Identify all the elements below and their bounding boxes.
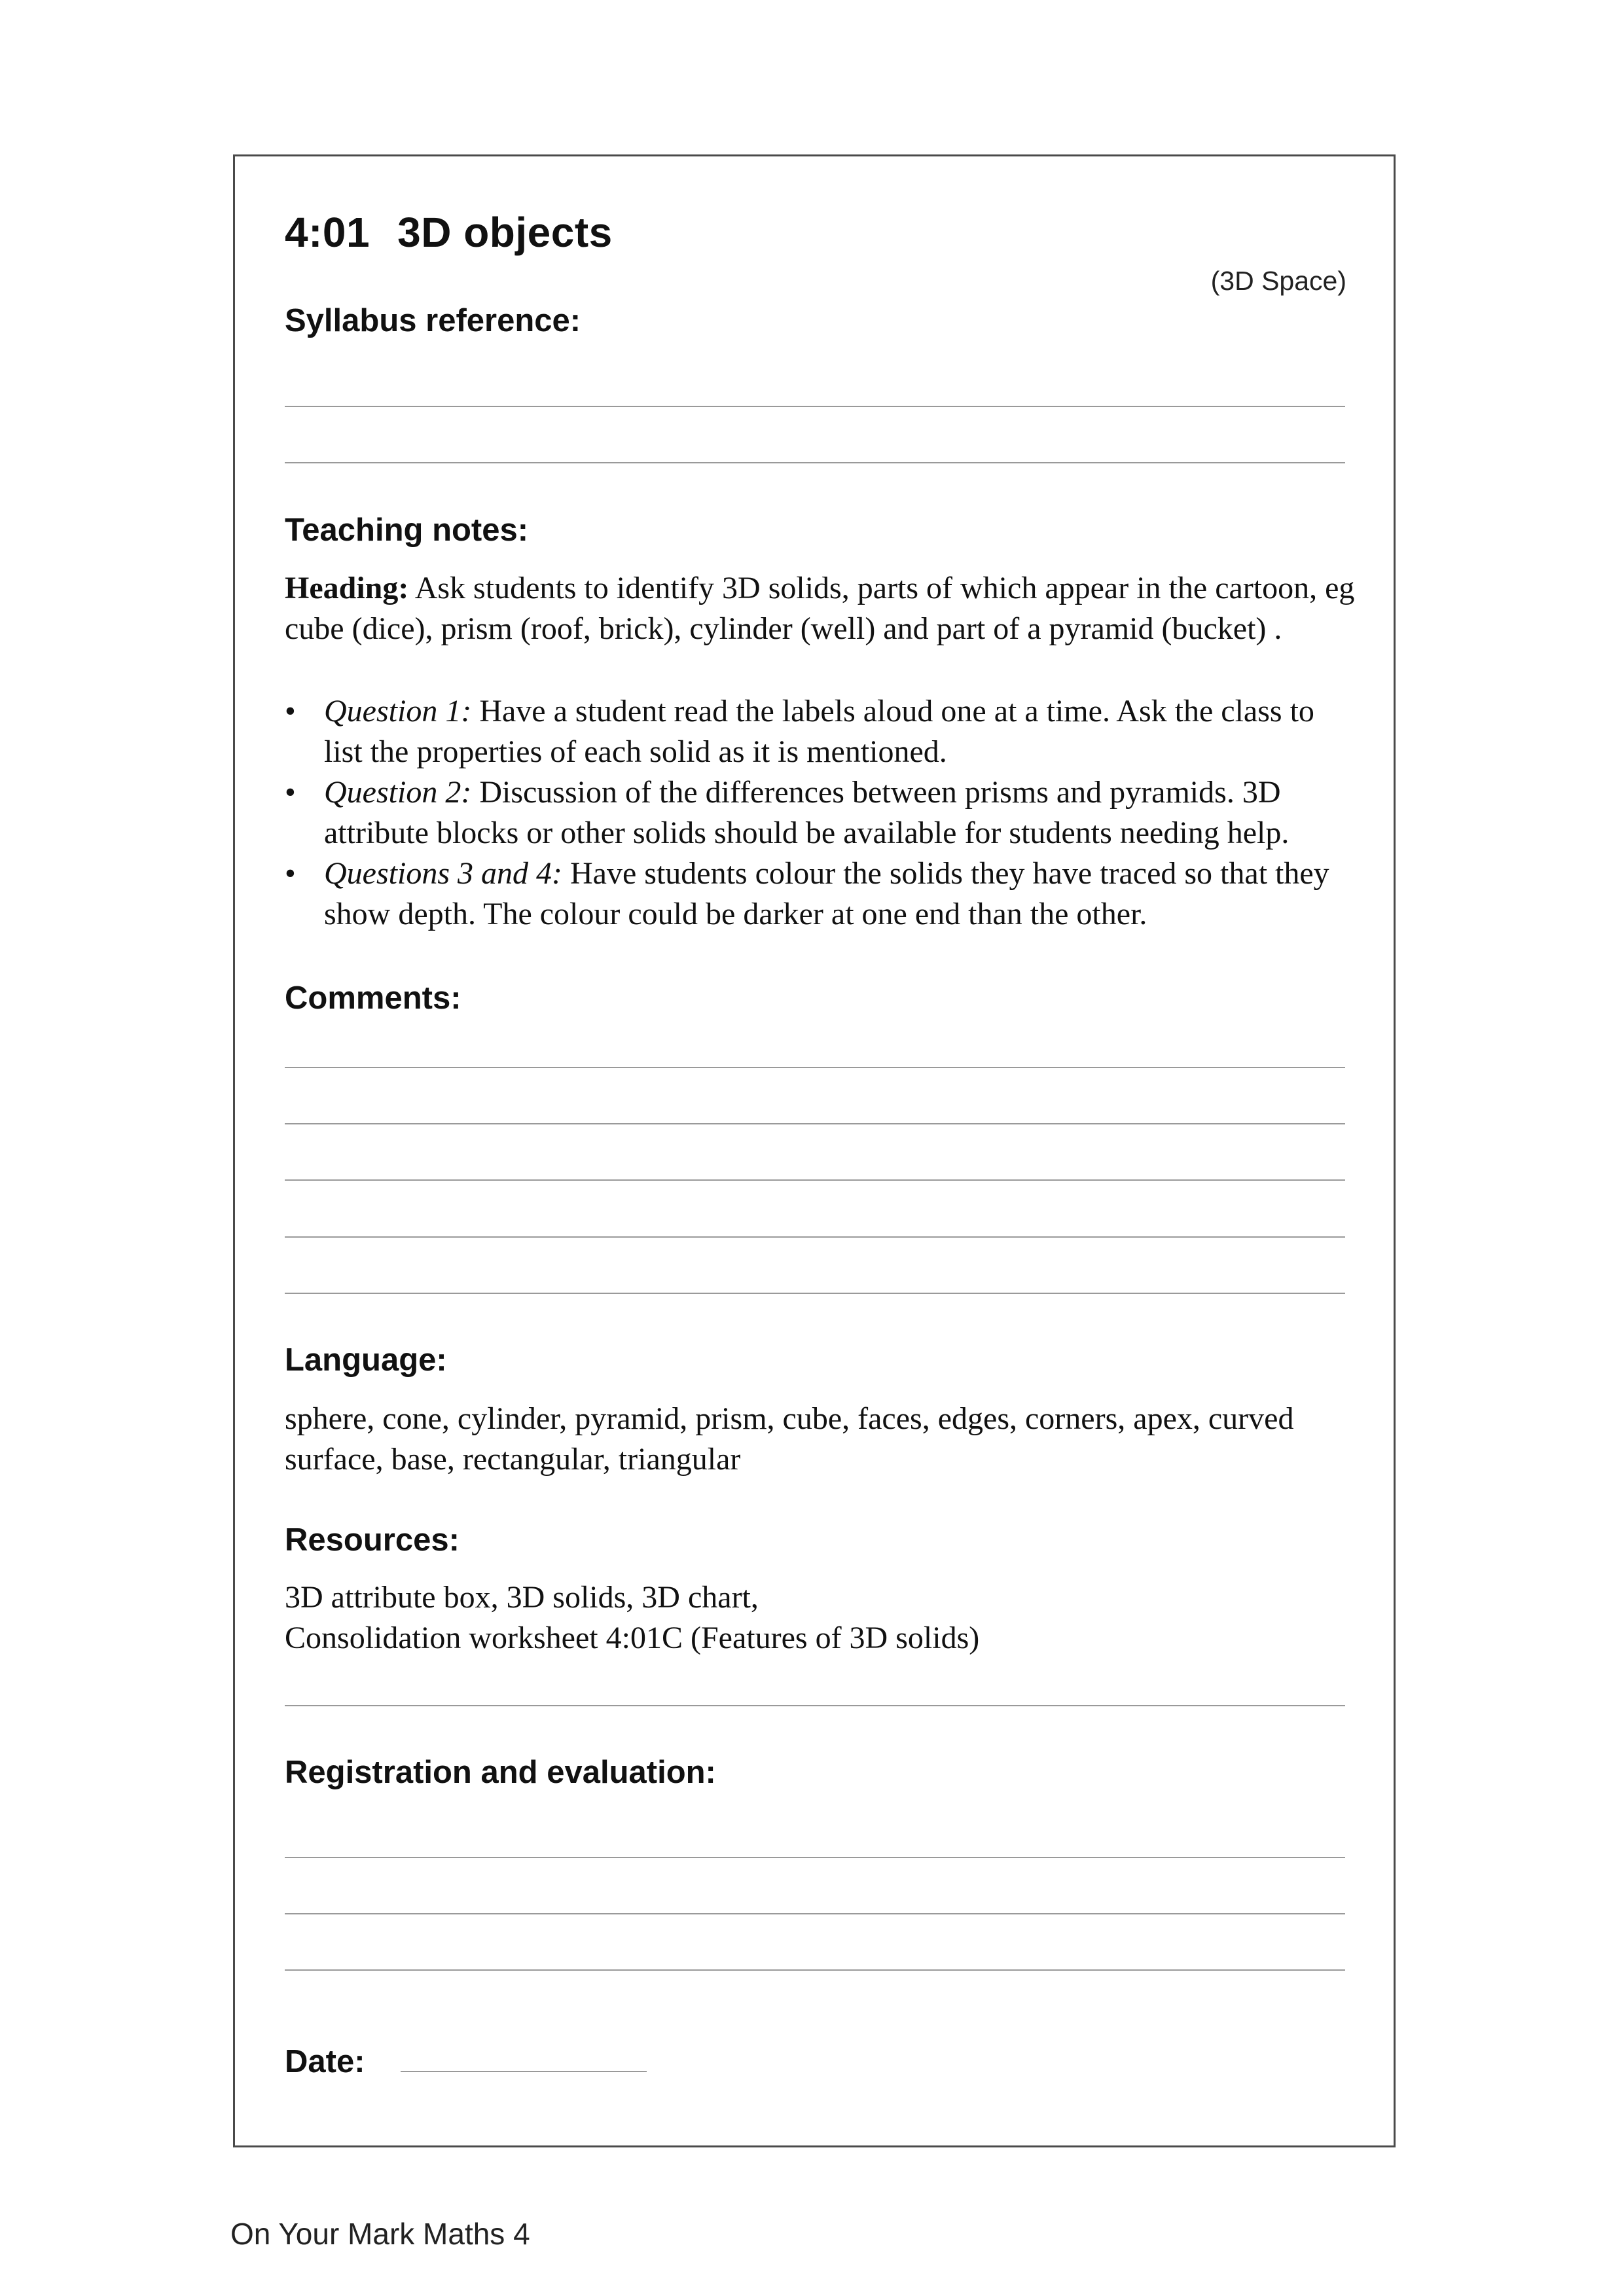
resources-heading: Resources:: [285, 1522, 460, 1558]
registration-line-2[interactable]: [285, 1913, 1345, 1914]
comments-line-5[interactable]: [285, 1293, 1345, 1294]
lesson-number: 4:01: [285, 209, 370, 256]
language-text: sphere, cone, cylinder, pyramid, prism, cube, faces, edges, corners, apex, curved surface, base, rectangular, triangular: [285, 1401, 1294, 1477]
bullet-text: Have a student read the labels aloud one at a time. Ask the class to list the properties of each solid as it is mentioned.: [324, 694, 1314, 769]
strand-label: (3D Space): [1210, 266, 1346, 296]
resources-text: [285, 1577, 1358, 1659]
comments-line-4[interactable]: [285, 1236, 1345, 1238]
registration-heading: Registration and evaluation:: [285, 1755, 716, 1790]
syllabus-line-2[interactable]: [285, 462, 1345, 463]
registration-line-3[interactable]: [285, 1969, 1345, 1971]
teaching-notes-intro: [285, 568, 1358, 649]
list-item: [285, 772, 1358, 853]
intro-text: Ask students to identify 3D solids, parts of which appear in the cartoon, eg cube (dice), prism (roof, brick), cylinder (well) and part of a pyramid (bucket) .: [285, 571, 1355, 646]
list-item: [285, 853, 1358, 935]
teaching-notes-list: [285, 691, 1358, 935]
bullet-label: Question 2:: [324, 775, 472, 810]
comments-line-2[interactable]: [285, 1123, 1345, 1124]
language-heading: Language:: [285, 1342, 447, 1378]
bullet-icon: •: [285, 856, 296, 891]
bullet-icon: •: [285, 694, 296, 728]
syllabus-heading: Syllabus reference:: [285, 303, 581, 338]
bullet-icon: •: [285, 775, 296, 810]
comments-line-1[interactable]: [285, 1067, 1345, 1068]
bullet-label: Question 1:: [324, 694, 472, 728]
comments-line-3[interactable]: [285, 1179, 1345, 1181]
list-item: [285, 691, 1358, 772]
bullet-text: Have students colour the solids they have traced so that they show depth. The colour could be darker at one end than the other.: [324, 856, 1329, 931]
registration-line-1[interactable]: [285, 1857, 1345, 1858]
syllabus-line-1[interactable]: [285, 406, 1345, 407]
comments-heading: Comments:: [285, 980, 461, 1016]
page-frame: [233, 154, 1396, 2147]
resources-rule[interactable]: [285, 1705, 1345, 1706]
intro-label: Heading:: [285, 571, 409, 605]
resources-line-1: 3D attribute box, 3D solids, 3D chart,: [285, 1580, 759, 1615]
teaching-notes-heading: Teaching notes:: [285, 512, 529, 548]
lesson-title: 3D objects: [397, 209, 613, 256]
bullet-label: Questions 3 and 4:: [324, 856, 562, 891]
date-field[interactable]: [401, 2071, 647, 2072]
resources-line-2: Consolidation worksheet 4:01C (Features of 3D solids): [285, 1621, 980, 1655]
footer-text: On Your Mark Maths 4: [230, 2217, 530, 2251]
page-title: [285, 208, 613, 257]
date-label: Date:: [285, 2044, 365, 2079]
bullet-text: Discussion of the differences between prisms and pyramids. 3D attribute blocks or other solids should be available for students needing help.: [324, 775, 1290, 850]
